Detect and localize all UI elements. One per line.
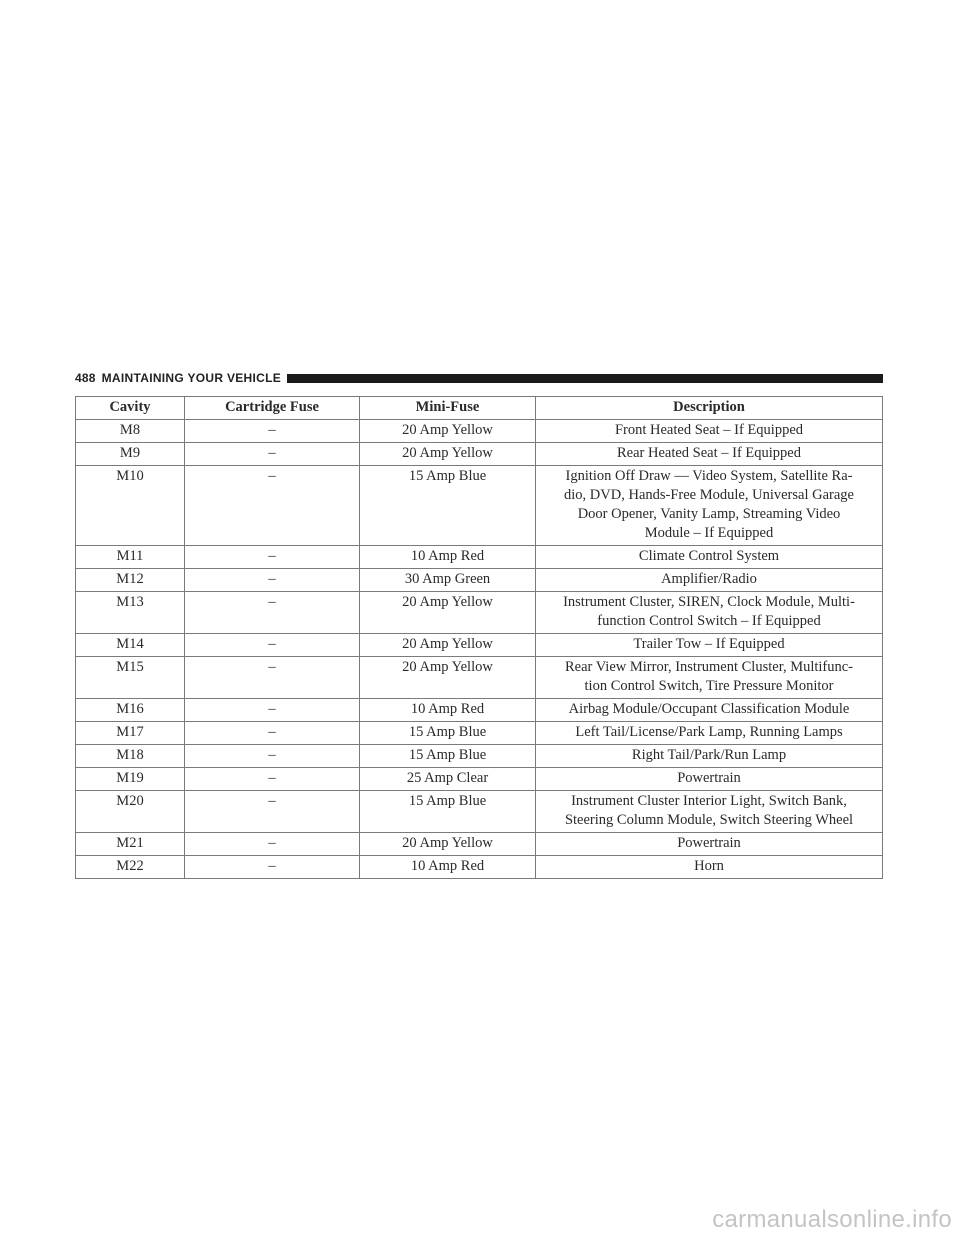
cell-cartridge-fuse: –	[185, 833, 360, 856]
cell-cartridge-fuse: –	[185, 634, 360, 657]
cell-description: Climate Control System	[536, 546, 883, 569]
cell-cartridge-fuse: –	[185, 745, 360, 768]
cell-mini-fuse: 20 Amp Yellow	[360, 420, 536, 443]
cell-cartridge-fuse: –	[185, 466, 360, 546]
cell-description: Instrument Cluster Interior Light, Switch Bank, Steering Column Module, Switch Steering Wheel	[536, 791, 883, 833]
cell-cavity: M19	[76, 768, 185, 791]
cell-description: Powertrain	[536, 768, 883, 791]
cell-description: Left Tail/License/Park Lamp, Running Lamps	[536, 722, 883, 745]
page-number: 488	[75, 371, 96, 385]
cell-mini-fuse: 30 Amp Green	[360, 569, 536, 592]
table-row	[76, 657, 883, 699]
table-row	[76, 420, 883, 443]
cell-description: Powertrain	[536, 833, 883, 856]
cell-cavity: M10	[76, 466, 185, 546]
table-row	[76, 592, 883, 634]
cell-cartridge-fuse: –	[185, 791, 360, 833]
cell-cavity: M8	[76, 420, 185, 443]
column-header-cavity: Cavity	[76, 397, 185, 420]
cell-mini-fuse: 15 Amp Blue	[360, 745, 536, 768]
cell-description: Instrument Cluster, SIREN, Clock Module, Multi- function Control Switch – If Equipped	[536, 592, 883, 634]
column-header-description: Description	[536, 397, 883, 420]
table-row	[76, 569, 883, 592]
cell-mini-fuse: 20 Amp Yellow	[360, 443, 536, 466]
cell-description: Trailer Tow – If Equipped	[536, 634, 883, 657]
cell-description: Right Tail/Park/Run Lamp	[536, 745, 883, 768]
table-row	[76, 634, 883, 657]
table-row	[76, 546, 883, 569]
cell-cavity: M20	[76, 791, 185, 833]
cell-mini-fuse: 20 Amp Yellow	[360, 833, 536, 856]
header-rule	[287, 374, 883, 383]
running-head	[75, 369, 883, 387]
cell-cartridge-fuse: –	[185, 546, 360, 569]
table-row	[76, 768, 883, 791]
cell-mini-fuse: 20 Amp Yellow	[360, 592, 536, 634]
cell-cartridge-fuse: –	[185, 722, 360, 745]
table-row	[76, 466, 883, 546]
cell-cartridge-fuse: –	[185, 699, 360, 722]
cell-cartridge-fuse: –	[185, 420, 360, 443]
cell-mini-fuse: 15 Amp Blue	[360, 466, 536, 546]
table-row	[76, 443, 883, 466]
watermark: carmanualsonline.info	[712, 1206, 952, 1233]
cell-cartridge-fuse: –	[185, 443, 360, 466]
cell-mini-fuse: 10 Amp Red	[360, 546, 536, 569]
cell-mini-fuse: 20 Amp Yellow	[360, 657, 536, 699]
cell-mini-fuse: 20 Amp Yellow	[360, 634, 536, 657]
cell-mini-fuse: 10 Amp Red	[360, 856, 536, 879]
table-row	[76, 856, 883, 879]
cell-cavity: M16	[76, 699, 185, 722]
table-row	[76, 833, 883, 856]
table-header-row	[76, 397, 883, 420]
cell-description: Front Heated Seat – If Equipped	[536, 420, 883, 443]
fuse-table	[75, 396, 883, 879]
cell-cavity: M14	[76, 634, 185, 657]
cell-mini-fuse: 25 Amp Clear	[360, 768, 536, 791]
cell-cartridge-fuse: –	[185, 592, 360, 634]
section-title: MAINTAINING YOUR VEHICLE	[101, 371, 282, 385]
cell-description: Rear View Mirror, Instrument Cluster, Multifunc- tion Control Switch, Tire Pressure Monitor	[536, 657, 883, 699]
cell-cartridge-fuse: –	[185, 657, 360, 699]
cell-description: Amplifier/Radio	[536, 569, 883, 592]
cell-cavity: M9	[76, 443, 185, 466]
cell-cavity: M18	[76, 745, 185, 768]
cell-cartridge-fuse: –	[185, 768, 360, 791]
table-body	[76, 420, 883, 879]
cell-mini-fuse: 10 Amp Red	[360, 699, 536, 722]
cell-description: Rear Heated Seat – If Equipped	[536, 443, 883, 466]
cell-cavity: M13	[76, 592, 185, 634]
table-row	[76, 791, 883, 833]
cell-cavity: M15	[76, 657, 185, 699]
table-row	[76, 699, 883, 722]
column-header-cartridge-fuse: Cartridge Fuse	[185, 397, 360, 420]
cell-cartridge-fuse: –	[185, 569, 360, 592]
cell-cartridge-fuse: –	[185, 856, 360, 879]
cell-mini-fuse: 15 Amp Blue	[360, 791, 536, 833]
cell-cavity: M17	[76, 722, 185, 745]
cell-cavity: M21	[76, 833, 185, 856]
cell-description: Airbag Module/Occupant Classification Module	[536, 699, 883, 722]
cell-cavity: M12	[76, 569, 185, 592]
cell-description: Ignition Off Draw — Video System, Satellite Ra- dio, DVD, Hands-Free Module, Universal Garage Door Opener, Vanity Lamp, Streaming Video Module – If Equipped	[536, 466, 883, 546]
table-row	[76, 722, 883, 745]
table-row	[76, 745, 883, 768]
cell-description: Horn	[536, 856, 883, 879]
cell-cavity: M11	[76, 546, 185, 569]
column-header-mini-fuse: Mini-Fuse	[360, 397, 536, 420]
cell-cavity: M22	[76, 856, 185, 879]
cell-mini-fuse: 15 Amp Blue	[360, 722, 536, 745]
